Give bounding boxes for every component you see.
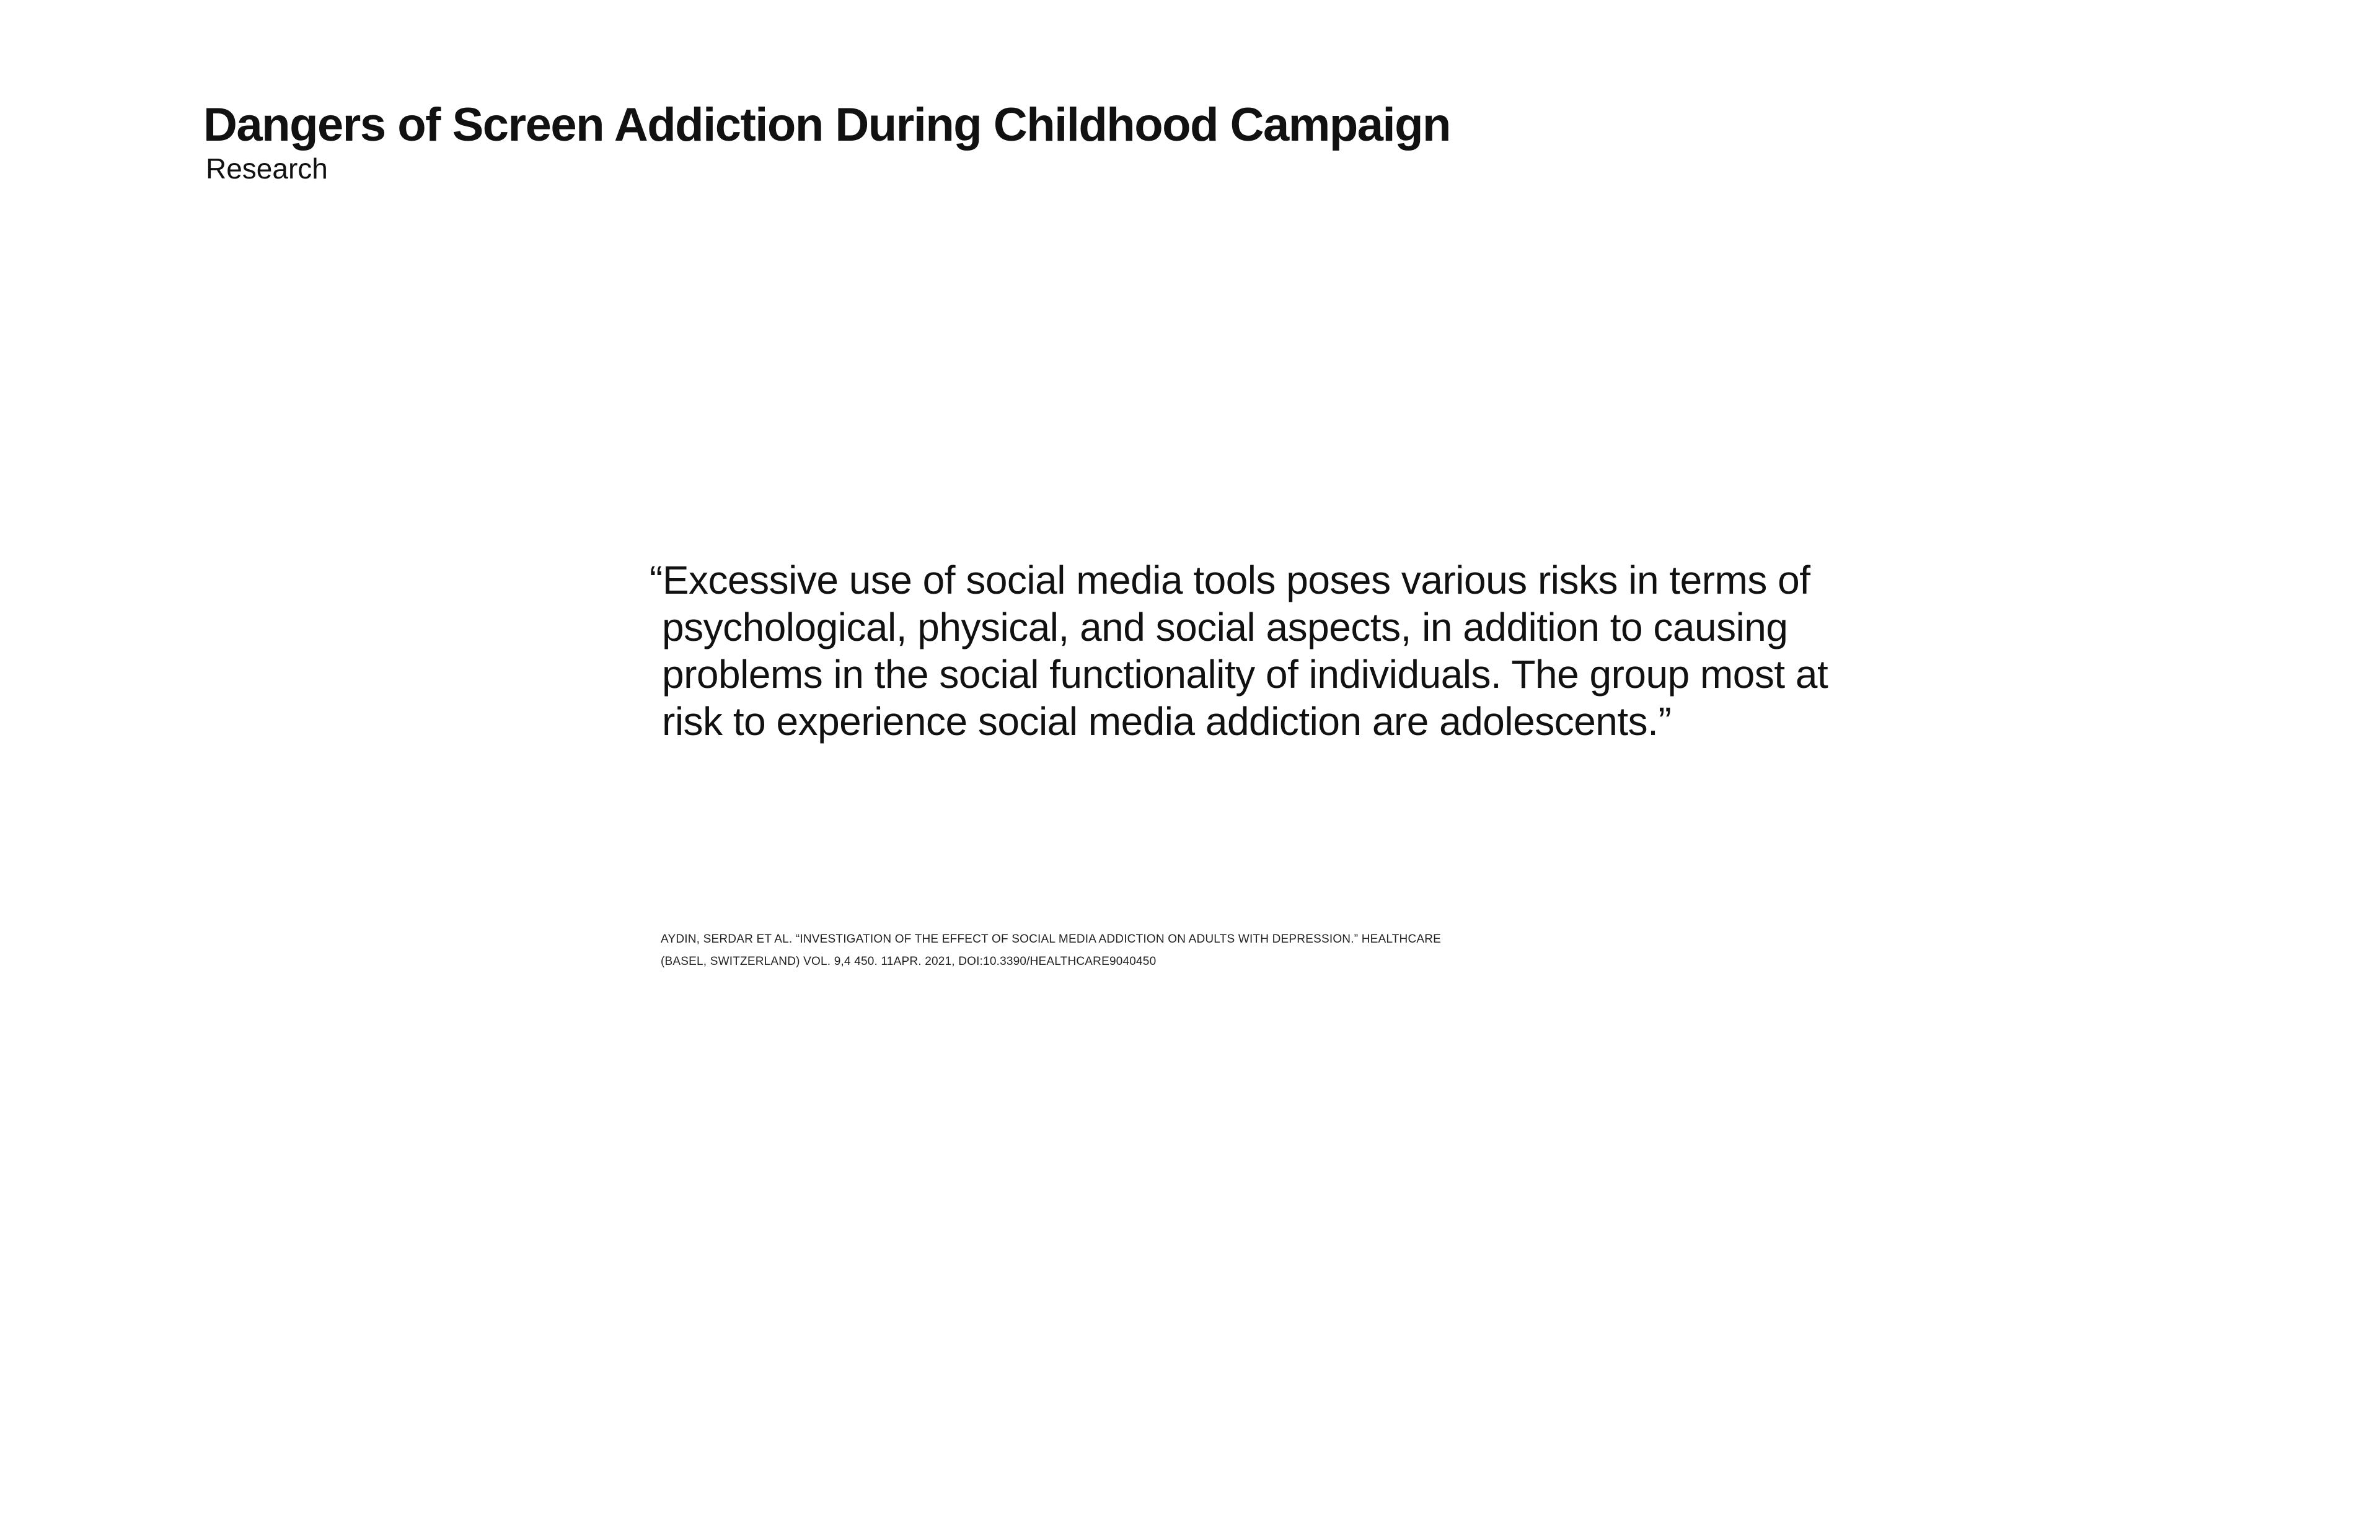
quote-line: risk to experience social media addiction are adolescents.”	[662, 699, 1672, 744]
page-subtitle: Research	[206, 152, 328, 185]
quote-line: “Excessive use of social media tools poses various risks in terms of	[650, 558, 1810, 602]
citation	[661, 928, 1652, 973]
quote-line: psychological, physical, and social aspects, in addition to causing	[662, 605, 1788, 649]
citation-line: (BASEL, SWITZERLAND) VOL. 9,4 450. 11APR. 2021, DOI:10.3390/HEALTHCARE9040450	[661, 955, 1157, 968]
page-title: Dangers of Screen Addiction During Childhood Campaign	[203, 99, 1450, 151]
citation-line: AYDIN, SERDAR ET AL. “INVESTIGATION OF THE EFFECT OF SOCIAL MEDIA ADDICTION ON ADULTS WITH DEPRESSION.” HEALTHCARE	[661, 933, 1442, 946]
research-quote	[650, 557, 1939, 745]
page-header	[203, 98, 1450, 185]
quote-line: problems in the social functionality of individuals. The group most at	[662, 652, 1828, 697]
